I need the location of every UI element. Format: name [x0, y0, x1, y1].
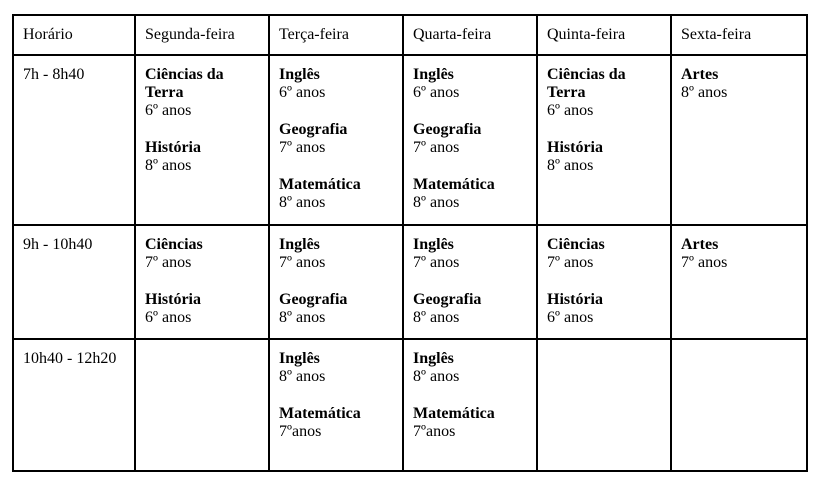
- subject-label: Ciências da Terra: [547, 66, 626, 101]
- grade-label: 8º anos: [681, 84, 728, 101]
- class-entry: [413, 291, 527, 327]
- subject-label: Artes: [681, 236, 719, 253]
- class-entry: [413, 236, 527, 272]
- schedule-cell: [135, 225, 269, 339]
- class-entry: [681, 66, 797, 102]
- grade-label: 8º anos: [279, 194, 326, 211]
- schedule-cell-empty: [537, 339, 671, 471]
- class-entry: [279, 121, 393, 157]
- subject-label: História: [547, 139, 603, 156]
- table-row: [13, 225, 807, 339]
- grade-label: 7ºanos: [413, 423, 456, 440]
- class-entry: [279, 405, 393, 441]
- grade-label: 7º anos: [413, 254, 460, 271]
- class-entry: [145, 66, 259, 120]
- subject-label: Inglês: [413, 350, 454, 367]
- subject-label: Inglês: [279, 350, 320, 367]
- class-entry: [279, 350, 393, 386]
- schedule-cell-empty: [135, 339, 269, 471]
- grade-label: 8º anos: [279, 368, 326, 385]
- time-cell: 7h - 8h40: [13, 55, 135, 225]
- subject-label: Geografia: [413, 121, 482, 138]
- schedule-cell: [269, 225, 403, 339]
- subject-label: Geografia: [279, 121, 348, 138]
- grade-label: 8º anos: [413, 309, 460, 326]
- subject-label: Matemática: [279, 405, 361, 422]
- class-entry: [279, 291, 393, 327]
- schedule-cell: [671, 225, 807, 339]
- class-entry: [413, 176, 527, 212]
- class-entry: [547, 291, 661, 327]
- class-schedule-table: [12, 14, 808, 472]
- schedule-cell: [269, 339, 403, 471]
- class-entry: [413, 66, 527, 102]
- schedule-cell-empty: [671, 339, 807, 471]
- grade-label: 7ºanos: [279, 423, 322, 440]
- schedule-cell: [269, 55, 403, 225]
- class-entry: [413, 405, 527, 441]
- subject-label: História: [547, 291, 603, 308]
- subject-label: Inglês: [413, 66, 454, 83]
- subject-label: Ciências: [547, 236, 605, 253]
- schedule-cell: [403, 225, 537, 339]
- grade-label: 7º anos: [145, 254, 192, 271]
- header-row: [13, 15, 807, 55]
- subject-label: Matemática: [279, 176, 361, 193]
- subject-label: Matemática: [413, 405, 495, 422]
- subject-label: Inglês: [279, 66, 320, 83]
- subject-label: Ciências da Terra: [145, 66, 224, 101]
- grade-label: 7º anos: [279, 139, 326, 156]
- grade-label: 8º anos: [413, 194, 460, 211]
- schedule-cell: [537, 225, 671, 339]
- table-row: [13, 339, 807, 471]
- subject-label: Ciências: [145, 236, 203, 253]
- class-entry: [279, 236, 393, 272]
- subject-label: História: [145, 291, 201, 308]
- grade-label: 7º anos: [547, 254, 594, 271]
- schedule-cell: [135, 55, 269, 225]
- grade-label: 6º anos: [145, 102, 192, 119]
- grade-label: 7º anos: [413, 139, 460, 156]
- subject-label: Artes: [681, 66, 719, 83]
- grade-label: 8º anos: [279, 309, 326, 326]
- header-monday: Segunda-feira: [135, 15, 269, 55]
- grade-label: 8º anos: [145, 157, 192, 174]
- header-friday: Sexta-feira: [671, 15, 807, 55]
- grade-label: 7º anos: [681, 254, 728, 271]
- class-entry: [145, 291, 259, 327]
- grade-label: 6º anos: [413, 84, 460, 101]
- grade-label: 8º anos: [547, 157, 594, 174]
- header-wednesday: Quarta-feira: [403, 15, 537, 55]
- header-tuesday: Terça-feira: [269, 15, 403, 55]
- grade-label: 8º anos: [413, 368, 460, 385]
- class-entry: [547, 139, 661, 175]
- class-entry: [279, 176, 393, 212]
- grade-label: 6º anos: [145, 309, 192, 326]
- subject-label: Geografia: [279, 291, 348, 308]
- subject-label: Geografia: [413, 291, 482, 308]
- class-entry: [413, 121, 527, 157]
- class-entry: [681, 236, 797, 272]
- header-thursday: Quinta-feira: [537, 15, 671, 55]
- time-cell: 10h40 - 12h20: [13, 339, 135, 471]
- class-entry: [145, 139, 259, 175]
- schedule-cell: [537, 55, 671, 225]
- grade-label: 6º anos: [547, 309, 594, 326]
- subject-label: Inglês: [279, 236, 320, 253]
- time-cell: 9h - 10h40: [13, 225, 135, 339]
- schedule-cell: [671, 55, 807, 225]
- header-time: Horário: [13, 15, 135, 55]
- grade-label: 6º anos: [279, 84, 326, 101]
- class-entry: [547, 66, 661, 120]
- grade-label: 6º anos: [547, 102, 594, 119]
- schedule-cell: [403, 339, 537, 471]
- schedule-cell: [403, 55, 537, 225]
- subject-label: Inglês: [413, 236, 454, 253]
- class-entry: [547, 236, 661, 272]
- grade-label: 7º anos: [279, 254, 326, 271]
- subject-label: Matemática: [413, 176, 495, 193]
- class-entry: [413, 350, 527, 386]
- subject-label: História: [145, 139, 201, 156]
- class-entry: [279, 66, 393, 102]
- table-row: [13, 55, 807, 225]
- class-entry: [145, 236, 259, 272]
